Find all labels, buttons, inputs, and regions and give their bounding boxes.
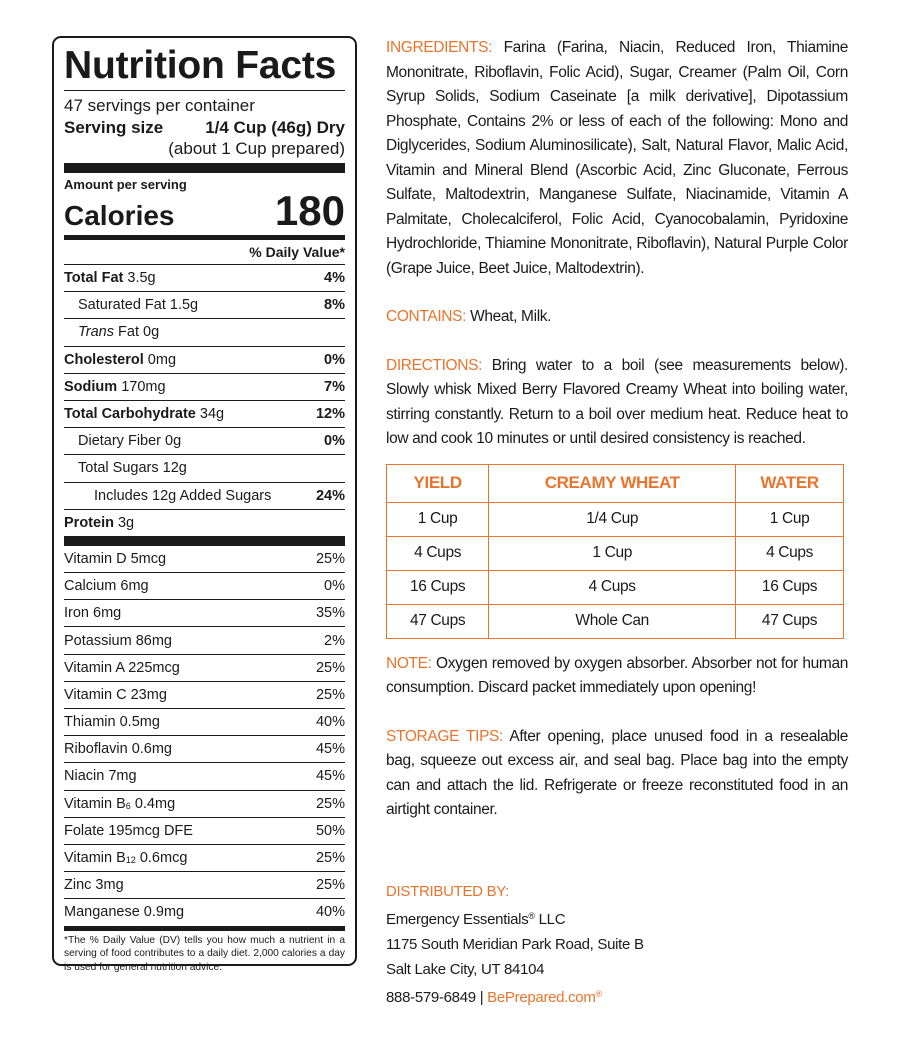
vitamin-name: Riboflavin 0.6mg bbox=[64, 741, 172, 758]
vitamin-dv: 50% bbox=[315, 822, 345, 839]
serving-size-label: Serving size bbox=[64, 118, 164, 137]
directions-section bbox=[386, 354, 848, 452]
table-cell: 47 Cups bbox=[387, 604, 489, 638]
vitamin-name: Niacin 7mg bbox=[64, 768, 137, 785]
vitamin-row bbox=[64, 735, 345, 762]
table-cell: 16 Cups bbox=[387, 570, 489, 604]
vitamin-divider bbox=[64, 536, 345, 546]
table-cell: 4 Cups bbox=[736, 536, 844, 570]
nutrient-amount: Fat 0g bbox=[118, 324, 160, 341]
daily-value-header: % Daily Value* bbox=[249, 244, 345, 260]
ingredients-section bbox=[386, 36, 848, 281]
nutrition-facts-panel bbox=[52, 36, 357, 973]
contains-text: Wheat, Milk. bbox=[470, 308, 552, 325]
storage-label: STORAGE TIPS: bbox=[386, 727, 503, 745]
nutrient-row-cholesterol bbox=[64, 346, 345, 373]
vitamin-name: Zinc 3mg bbox=[64, 877, 124, 894]
water-header: WATER bbox=[736, 464, 844, 502]
vitamin-dv: 25% bbox=[315, 550, 345, 567]
note-label: NOTE: bbox=[386, 654, 432, 672]
serving-size-value: 1/4 Cup (46g) Dry bbox=[205, 118, 345, 137]
vitamin-dv: 40% bbox=[315, 904, 345, 921]
thick-divider bbox=[64, 163, 345, 173]
serving-prepared: (about 1 Cup prepared) bbox=[168, 139, 345, 158]
distributor-address-2: Salt Lake City, UT 84104 bbox=[386, 960, 545, 978]
vitamin-name: Vitamin D 5mcg bbox=[64, 550, 167, 567]
nutrient-name: Total Fat bbox=[64, 270, 124, 287]
nutrient-row-sodium bbox=[64, 373, 345, 400]
nutrient-row-dietary-fiber bbox=[64, 427, 345, 454]
nutrient-dv: 4% bbox=[324, 270, 345, 287]
amount-per-serving: Amount per serving bbox=[64, 177, 187, 192]
vitamin-row bbox=[64, 762, 345, 789]
vitamin-dv: 25% bbox=[315, 850, 345, 867]
yield-table-header bbox=[387, 464, 844, 502]
table-row bbox=[387, 536, 844, 570]
nutrient-name: Protein bbox=[64, 514, 114, 531]
vitamin-row bbox=[64, 817, 345, 844]
table-row bbox=[387, 570, 844, 604]
vitamin-row bbox=[64, 599, 345, 626]
vitamin-name: Calcium 6mg bbox=[64, 578, 149, 595]
table-row bbox=[387, 502, 844, 536]
nutrient-amount: 0mg bbox=[147, 351, 177, 368]
nutrient-amount: 3.5g bbox=[127, 270, 156, 287]
vitamin-name: Vitamin A 225mcg bbox=[64, 659, 180, 676]
table-cell: 4 Cups bbox=[387, 536, 489, 570]
table-cell: 1 Cup bbox=[736, 502, 844, 536]
creamy-wheat-header: CREAMY WHEAT bbox=[489, 464, 736, 502]
distributor-section bbox=[386, 879, 848, 1010]
vitamin-dv: 35% bbox=[315, 605, 345, 622]
calories-label: Calories bbox=[64, 200, 175, 231]
nutrient-row-total-carbohydrate bbox=[64, 400, 345, 427]
vitamin-row bbox=[64, 871, 345, 898]
vitamin-name: Potassium 86mg bbox=[64, 632, 172, 649]
vitamin-row bbox=[64, 898, 345, 925]
vitamin-dv: 25% bbox=[315, 877, 345, 894]
footnote-divider bbox=[64, 926, 345, 931]
table-cell: 1 Cup bbox=[489, 536, 736, 570]
nutrient-amount: 0g bbox=[165, 433, 182, 450]
product-info-column bbox=[386, 36, 848, 1010]
nutrient-dv: 12% bbox=[315, 406, 345, 423]
nutrient-dv: 0% bbox=[324, 433, 345, 450]
nutrient-row-saturated-fat bbox=[64, 291, 345, 318]
table-cell: 47 Cups bbox=[736, 604, 844, 638]
vitamin-dv: 45% bbox=[315, 741, 345, 758]
nutrient-dv: 24% bbox=[315, 487, 345, 504]
nutrient-row-added-sugars bbox=[64, 482, 345, 509]
vitamin-row bbox=[64, 546, 345, 572]
nutrient-name: Dietary Fiber bbox=[78, 433, 161, 450]
vitamin-row bbox=[64, 681, 345, 708]
vitamin-dv: 45% bbox=[315, 768, 345, 785]
directions-label: DIRECTIONS: bbox=[386, 356, 483, 374]
nutrient-name: Sodium bbox=[64, 378, 118, 395]
vitamin-name: Vitamin C 23mg bbox=[64, 686, 167, 703]
calories-row bbox=[64, 187, 345, 234]
ingredients-text: Farina (Farina, Niacin, Reduced Iron, Thiamine Mononitrate, Riboflavin, Folic Acid), Sugar, Creamer (Palm Oil, Corn Syrup Solids, Sodium Caseinate [a milk derivative], Dipotassium Phosphate, Contains 2% or less of each of the following: Mono and Diglycerides, Sodium Aluminosilicate), Salt, Natural Flavor, Malic Acid, Vitamin and Mineral Blend (Ascorbic Acid, Zinc Gluconate, Ferrous Sulfate, Maltodextrin, Manganese Sulfate, Niacinamide, Vitamin A Palmitate, Cholecalciferol, Folic Acid, Cyanocobalamin, Pyridoxine Hydrochloride, Thiamine Mononitrate, Riboflavin), Natural Purple Color (Grape Juice, Beet Juice, Maltodextrin). bbox=[386, 39, 848, 277]
yield-header: YIELD bbox=[387, 464, 489, 502]
vitamin-dv: 25% bbox=[315, 686, 345, 703]
vitamin-name: Iron 6mg bbox=[64, 605, 122, 622]
nutrient-amount: 3g bbox=[117, 514, 135, 531]
contains-label: CONTAINS: bbox=[386, 308, 467, 325]
vitamin-dv: 2% bbox=[324, 632, 345, 649]
vitamin-name: Folate 195mcg DFE bbox=[64, 822, 193, 839]
nutrient-dv: 8% bbox=[324, 297, 345, 314]
vitamin-name: Thiamin 0.5mg bbox=[64, 714, 160, 731]
nutrient-amount: 34g bbox=[199, 406, 225, 423]
nutrient-name: Includes 12g Added Sugars bbox=[94, 487, 272, 504]
nutrient-amount: 12g bbox=[162, 460, 187, 477]
directions-text: Bring water to a boil (see measurements below). Slowly whisk Mixed Berry Flavored Creamy Wheat into boiling water, stirring constantly. Return to a boil over medium heat. Reduce heat to low and cook 10 minutes or until desired consistency is reached. bbox=[386, 356, 848, 447]
nutrient-name: Trans bbox=[78, 324, 114, 341]
note-section bbox=[386, 652, 848, 701]
servings-per-container: 47 servings per container bbox=[64, 96, 255, 115]
storage-section bbox=[386, 725, 848, 823]
nutrient-amount: 170mg bbox=[121, 378, 166, 395]
table-cell: 4 Cups bbox=[489, 570, 736, 604]
distributor-company: Emergency Essentials® LLC bbox=[386, 910, 566, 928]
vitamin-name: Vitamin $B_{12}$ 0.6mcg bbox=[64, 850, 188, 867]
vitamin-dv: 25% bbox=[315, 795, 345, 812]
vitamin-dv: 40% bbox=[315, 714, 345, 731]
ingredients-label: INGREDIENTS: bbox=[386, 39, 493, 56]
table-cell: 16 Cups bbox=[736, 570, 844, 604]
contains-section bbox=[386, 305, 848, 330]
distributor-address-1: 1175 South Meridian Park Road, Suite B bbox=[386, 935, 644, 953]
nutrient-dv: 7% bbox=[324, 378, 345, 395]
vitamin-name: Vitamin $B_6$ 0.4mg bbox=[64, 795, 176, 812]
nutrition-facts-title: Nutrition Facts bbox=[64, 44, 337, 87]
vitamin-dv: 0% bbox=[324, 578, 345, 595]
nutrient-dv: 0% bbox=[324, 351, 345, 368]
vitamin-row bbox=[64, 572, 345, 599]
vitamin-row bbox=[64, 844, 345, 871]
vitamin-list bbox=[64, 546, 345, 926]
serving-size bbox=[64, 117, 345, 138]
nutrient-name: Cholesterol bbox=[64, 351, 144, 368]
nutrient-row-protein bbox=[64, 509, 345, 536]
table-row bbox=[387, 604, 844, 638]
table-cell: 1/4 Cup bbox=[489, 502, 736, 536]
table-cell: 1 Cup bbox=[387, 502, 489, 536]
nutrient-name: Saturated Fat bbox=[78, 297, 166, 314]
vitamin-dv: 25% bbox=[315, 659, 345, 676]
daily-value-footnote: *The % Daily Value (DV) tells you how much a nutrient in a serving of food contributes to a daily diet. 2,000 calories a day is used for general nutrition advice. bbox=[64, 934, 345, 973]
nutrient-row-total-fat bbox=[64, 264, 345, 291]
vitamin-row bbox=[64, 626, 345, 653]
nutrient-name: Total Sugars bbox=[78, 460, 159, 477]
nutrient-name: Total Carbohydrate bbox=[64, 406, 196, 423]
vitamin-row bbox=[64, 708, 345, 735]
vitamin-name: Manganese 0.9mg bbox=[64, 904, 185, 921]
yield-table bbox=[386, 464, 844, 639]
note-text: Oxygen removed by oxygen absorber. Absorber not for human consumption. Discard packet immediately upon opening! bbox=[386, 654, 848, 696]
distributor-label: DISTRIBUTED BY: bbox=[386, 882, 510, 900]
distributor-contact: 888-579-6849 | BePrepared.com® bbox=[386, 988, 602, 1006]
calories-value: 180 bbox=[274, 187, 345, 234]
distributor-phone: 888-579-6849 bbox=[386, 988, 476, 1006]
nutrient-row-total-sugars bbox=[64, 454, 345, 481]
storage-text: After opening, place unused food in a resealable bag, squeeze out excess air, and seal bag. Place bag into the empty can and attach the lid. Refrigerate or freeze reconstituted food in an airtight container. bbox=[386, 727, 848, 818]
vitamin-row bbox=[64, 790, 345, 817]
distributor-website[interactable]: BePrepared.com® bbox=[487, 988, 602, 1006]
nutrient-amount: 1.5g bbox=[169, 297, 199, 314]
table-cell: Whole Can bbox=[489, 604, 736, 638]
vitamin-row bbox=[64, 654, 345, 681]
nutrient-row-trans-fat bbox=[64, 318, 345, 345]
